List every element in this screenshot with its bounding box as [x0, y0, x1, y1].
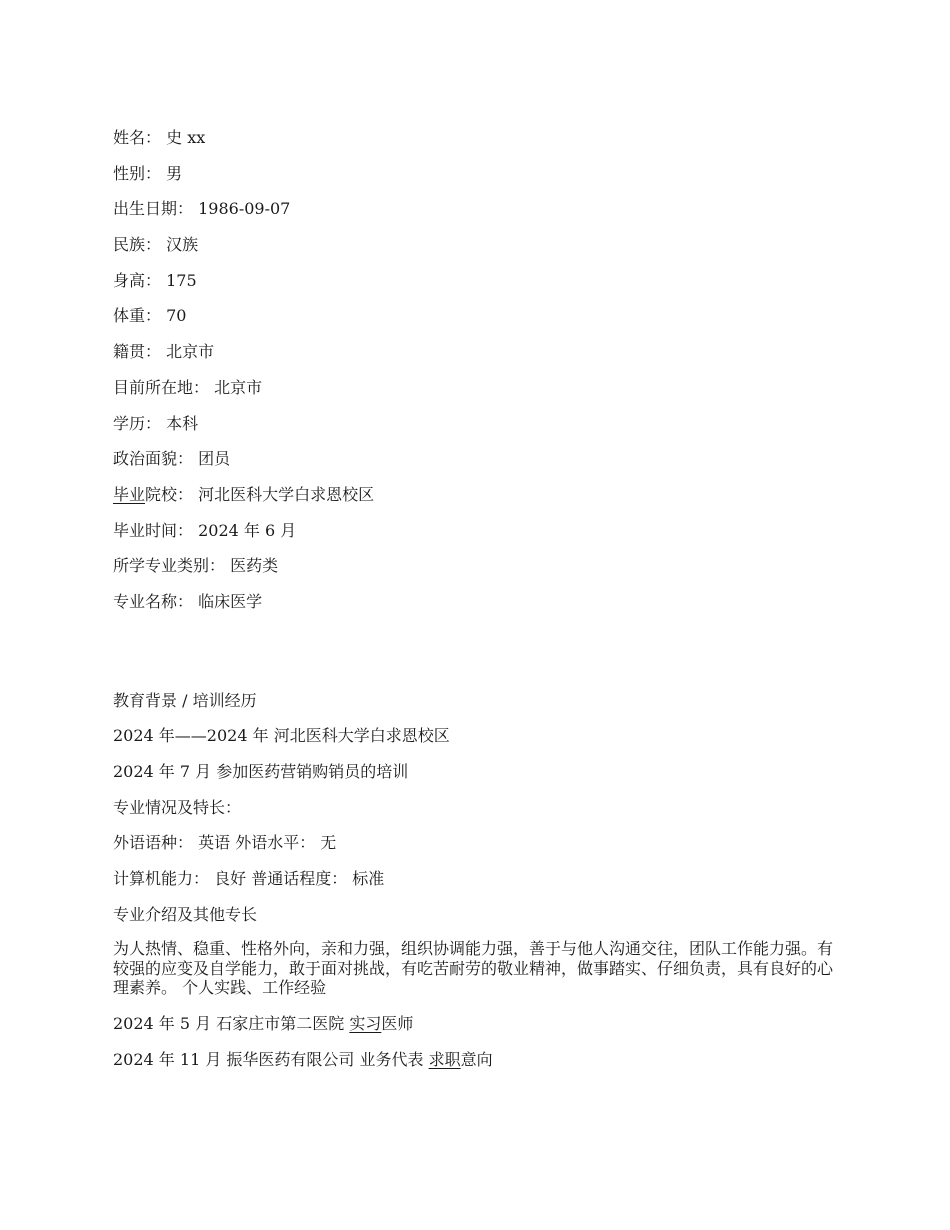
info-label: 籍贯： [113, 342, 162, 362]
experience-text: 2024 年 11 月 振华医药有限公司 业务代表 [113, 1049, 429, 1069]
info-row-height [113, 267, 848, 303]
info-row-gender [113, 160, 848, 196]
experience-text: 医师 [381, 1013, 414, 1033]
info-value: 汉族 [166, 235, 199, 255]
info-row-major-category [113, 552, 848, 588]
experience-item [113, 1046, 848, 1082]
info-row-weight [113, 302, 848, 338]
section-spacer [113, 624, 848, 687]
info-value: 70 [166, 306, 187, 326]
info-value: 无 [320, 833, 337, 853]
info-value: 标准 [352, 869, 385, 889]
education-item: 2024 年——2024 年 河北医科大学白求恩校区 [113, 726, 450, 746]
education-item: 2024 年 7 月 参加医药营销购销员的培训 [113, 762, 409, 781]
info-row-school [113, 481, 848, 517]
info-value: 北京市 [214, 377, 263, 397]
info-label: 民族： [113, 235, 162, 255]
info-label: 姓名： [113, 128, 162, 147]
info-label: 院校： [145, 484, 194, 504]
info-value: 史 xx [166, 128, 206, 147]
experience-text: 意向 [460, 1049, 493, 1069]
info-value: 男 [166, 163, 183, 183]
info-row-political-status [113, 445, 848, 481]
info-label: 出生日期： [113, 199, 194, 219]
education-heading: 教育背景 / 培训经历 [113, 690, 257, 710]
info-label: 外语语种： [113, 833, 194, 853]
info-value: 北京市 [166, 342, 215, 362]
experience-section [113, 1010, 848, 1081]
resume-document [113, 124, 848, 1081]
info-label: 专业名称： [113, 591, 194, 611]
info-label: 政治面貌： [113, 449, 194, 469]
skills-heading: 专业情况及特长： [113, 797, 242, 817]
computer-row [113, 865, 848, 901]
experience-text-underlined: 实习 [349, 1013, 382, 1033]
skills-section [113, 794, 848, 998]
basic-info-section [113, 124, 848, 624]
intro-paragraph: 为人热情、稳重、性格外向，亲和力强，组织协调能力强，善于与他人沟通交往，团队工作能力强。有较强的应变及自学能力，敢于面对挑战，有吃苦耐劳的敬业精神，做事踏实、仔细负责，具有良好的心理素养。 个人实践、工作经验 [113, 939, 834, 998]
info-label: 体重： [113, 306, 162, 326]
info-row-ethnicity [113, 231, 848, 267]
info-value: 临床医学 [198, 591, 263, 611]
education-section [113, 687, 848, 794]
experience-text-underlined: 求职 [428, 1049, 461, 1069]
info-value: 2024 年 6 月 [198, 520, 297, 540]
info-label: 毕业时间： [113, 520, 194, 540]
info-label: 所学专业类别： [113, 556, 226, 576]
intro-heading: 专业介绍及其他专长 [113, 904, 258, 924]
info-label-underlined: 毕业 [113, 484, 146, 504]
info-value: 良好 普通话程度： [214, 869, 348, 889]
info-value: 175 [166, 270, 197, 290]
info-label: 性别： [113, 163, 162, 183]
info-row-degree [113, 410, 848, 446]
info-value: 1986-09-07 [198, 199, 291, 219]
info-row-birthdate [113, 195, 848, 231]
experience-item [113, 1010, 848, 1046]
info-row-hometown [113, 338, 848, 374]
info-value: 本科 [166, 413, 199, 433]
info-label: 身高： [113, 270, 162, 290]
info-row-major-name [113, 588, 848, 624]
info-label: 目前所在地： [113, 377, 210, 397]
info-value: 英语 外语水平： [198, 833, 316, 853]
info-label: 计算机能力： [113, 869, 210, 889]
language-row [113, 829, 848, 865]
info-value: 河北医科大学白求恩校区 [198, 484, 375, 504]
info-label: 学历： [113, 413, 162, 433]
info-value: 医药类 [230, 556, 279, 576]
info-row-name [113, 124, 848, 160]
experience-text: 2024 年 5 月 石家庄市第二医院 [113, 1013, 350, 1033]
info-row-location [113, 374, 848, 410]
info-value: 团员 [198, 449, 231, 469]
info-row-graduation-date [113, 517, 848, 553]
